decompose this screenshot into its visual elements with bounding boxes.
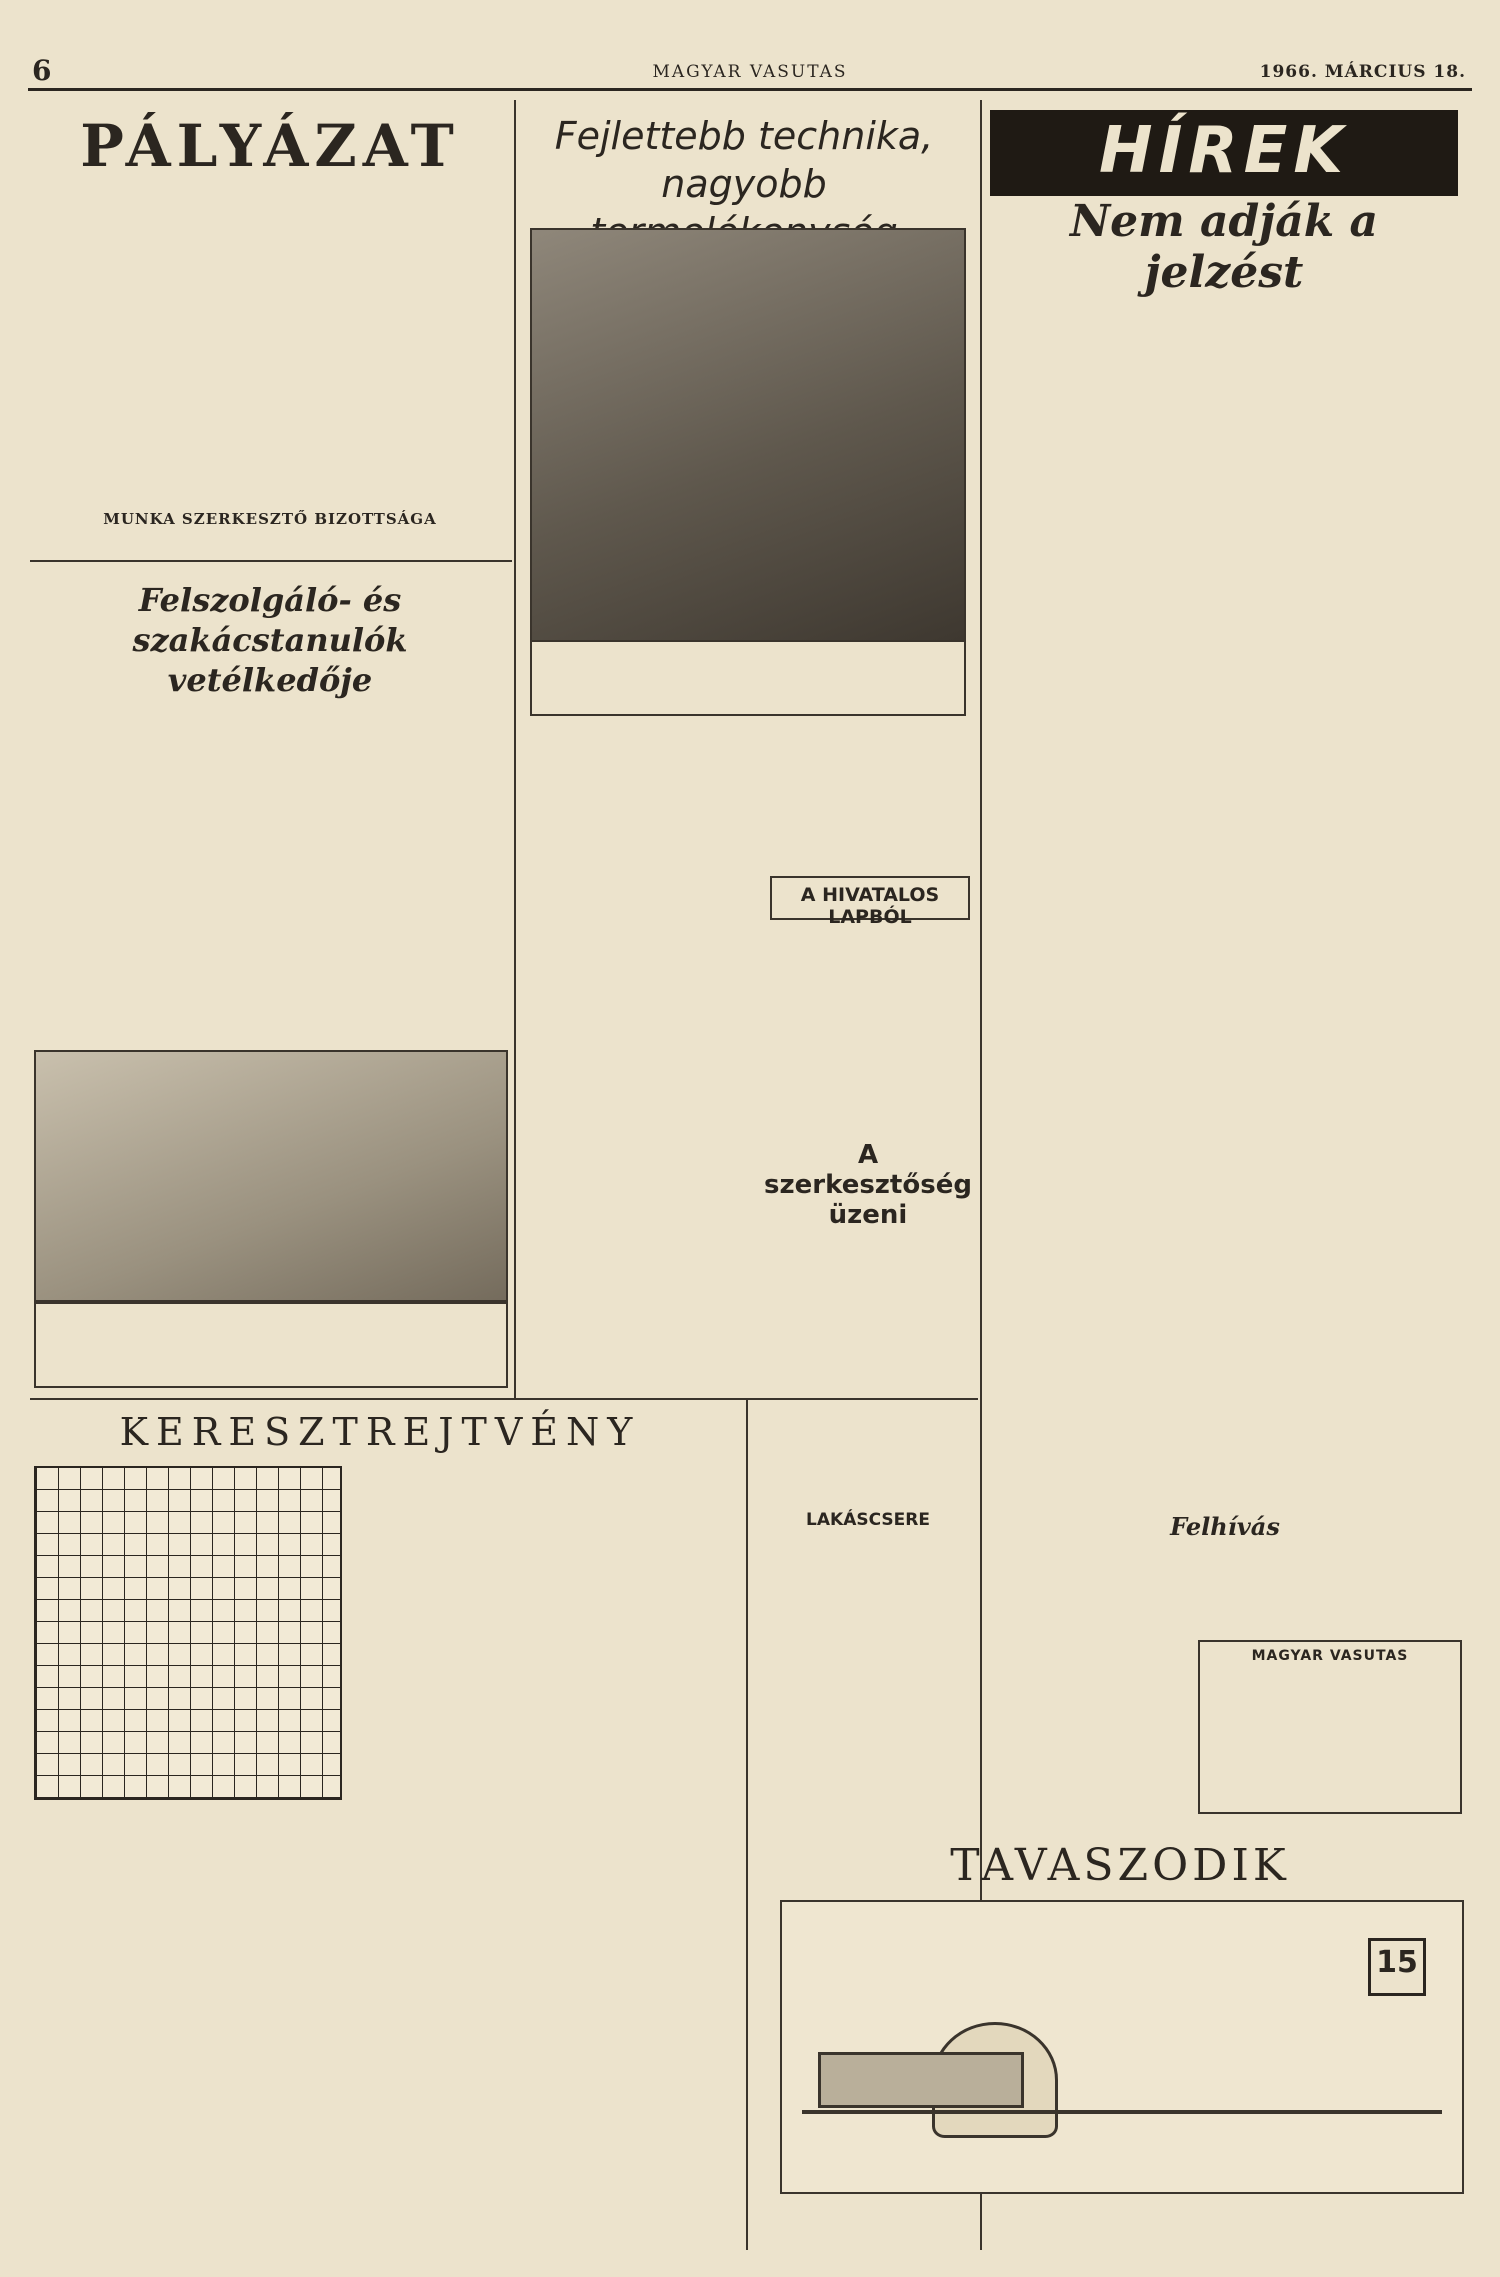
fejlettebb-headline: Fejlettebb technika, nagyobb — [554, 114, 934, 206]
masthead-box — [1198, 1640, 1462, 1814]
calendar-day: 15 — [1376, 1945, 1418, 1980]
hirek-banner — [990, 110, 1458, 196]
szerkesztoseg-headline: A szerkesztőség üzeni — [764, 1140, 972, 1230]
hivatalos-box — [770, 876, 970, 928]
issue-date: 1966. MÁRCIUS 18. — [1259, 62, 1466, 82]
column-rule — [514, 100, 516, 1400]
train-icon — [818, 2052, 1024, 2108]
lakascsere-headline: LAKÁSCSERE — [806, 1510, 930, 1530]
section-rule — [30, 1398, 978, 1400]
workbench-photo — [530, 228, 966, 642]
rail-track — [802, 2110, 1442, 2114]
hivatalos-headline: A HIVATALOS LAPBÓL — [800, 884, 940, 928]
page-header — [28, 54, 1472, 91]
masthead-title: MAGYAR VASUTAS — [1251, 1648, 1409, 1664]
column-rule — [746, 1398, 748, 2250]
crossword-grid — [34, 1466, 342, 1800]
page-number: 6 — [32, 54, 52, 87]
spring-cartoon — [780, 1900, 1464, 2194]
palyazat-headline: PÁLYÁZAT — [80, 112, 460, 180]
palyazat-signature: MUNKA SZERKESZTŐ BIZOTTSÁGA — [103, 510, 437, 528]
felhivas-headline: Felhívás — [1170, 1512, 1280, 1541]
hirek-title: HÍREK — [1099, 114, 1349, 188]
felszolgalo-headline: Felszolgáló- és szakácstanulók vetélkedője — [132, 581, 408, 699]
jury-photo-caption-box — [34, 1300, 508, 1388]
workbench-photo-caption-box — [530, 640, 966, 716]
tavaszodik-headline: TAVASZODIK — [950, 1840, 1290, 1891]
calendar-icon — [1368, 1938, 1426, 1996]
nem-adjak-headline: Nem adják a jelzést — [1069, 196, 1379, 298]
section-rule — [30, 560, 512, 562]
paper-name: MAGYAR VASUTAS — [652, 62, 848, 82]
jury-photo — [34, 1050, 508, 1304]
crossword-headline: KERESZTREJTVÉNY — [119, 1410, 641, 1454]
